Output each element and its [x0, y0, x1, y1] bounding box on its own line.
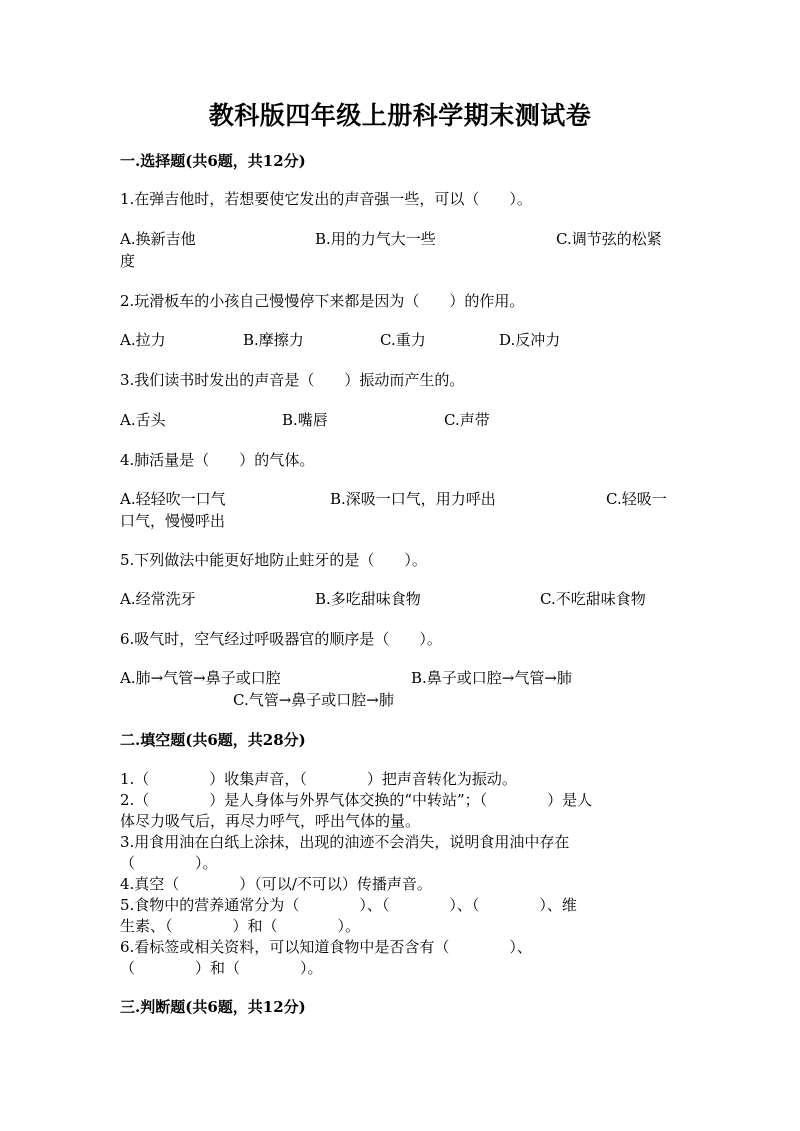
section-1-heading: 一.选择题(共6题，共12分)	[120, 152, 306, 170]
question-3: 3.我们读书时发出的声音是（ ）振动而产生的。	[120, 371, 465, 389]
q4-option-a: A.轻轻吹一口气	[120, 490, 226, 508]
q1-option-c-wrap: 度	[120, 252, 136, 270]
q2-option-c: C.重力	[380, 331, 426, 349]
q6-option-b: B.鼻子或口腔→气管→肺	[411, 669, 572, 687]
question-6: 6.吸气时，空气经过呼吸器官的顺序是（ ）。	[120, 630, 442, 648]
fill-line-9: 6.看标签或相关资料，可以知道食物中是否含有（ ）、	[120, 938, 532, 956]
q1-option-c: C.调节弦的松紧	[556, 230, 662, 248]
fill-line-6: 4.真空（ ）（可以/不可以）传播声音。	[120, 875, 432, 893]
q3-option-b: B.嘴唇	[282, 411, 328, 429]
page-title: 教科版四年级上册科学期末测试卷	[208, 101, 592, 130]
q5-option-c: C.不吃甜味食物	[540, 590, 646, 608]
question-5: 5.下列做法中能更好地防止蛀牙的是（ ）。	[120, 551, 427, 569]
question-1: 1.在弹吉他时，若想要使它发出的声音强一些，可以（ ）。	[120, 190, 532, 208]
section-3-heading: 三.判断题(共6题，共12分)	[120, 998, 306, 1016]
fill-line-2: 2.（ ）是人身体与外界气体交换的“中转站”；（ ）是人	[120, 791, 593, 809]
section-2-heading: 二.填空题(共6题，共28分)	[120, 731, 306, 749]
fill-line-3: 体尽力吸气后，再尽力呼气，呼出气体的量。	[120, 812, 421, 830]
fill-line-1: 1.（ ）收集声音，（ ）把声音转化为振动。	[120, 770, 517, 788]
q2-option-a: A.拉力	[120, 331, 166, 349]
q4-option-c: C.轻吸一	[606, 490, 667, 508]
q3-option-c: C.声带	[444, 411, 490, 429]
q4-option-c-wrap: 口气，慢慢呼出	[120, 512, 226, 530]
q6-option-a: A.肺→气管→鼻子或口腔	[120, 669, 281, 687]
fill-line-8: 生素、（ ）和（ ）。	[120, 917, 361, 935]
q5-option-b: B.多吃甜味食物	[315, 590, 421, 608]
q4-option-b: B.深吸一口气，用力呼出	[330, 490, 496, 508]
q3-option-a: A.舌头	[120, 411, 166, 429]
q2-option-b: B.摩擦力	[243, 331, 304, 349]
q1-option-b: B.用的力气大一些	[315, 230, 436, 248]
q6-option-c: C.气管→鼻子或口腔→肺	[233, 691, 394, 709]
q5-option-a: A.经常洗牙	[120, 590, 196, 608]
fill-line-5: （ ）。	[120, 854, 218, 872]
fill-line-10: （ ）和（ ）。	[120, 959, 323, 977]
question-4: 4.肺活量是（ ）的气体。	[120, 451, 315, 469]
q2-option-d: D.反冲力	[499, 331, 561, 349]
q1-option-a: A.换新吉他	[120, 230, 196, 248]
question-2: 2.玩滑板车的小孩自己慢慢停下来都是因为（ ）的作用。	[120, 292, 525, 310]
fill-line-4: 3.用食用油在白纸上涂抹，出现的油迹不会消失，说明食用油中存在	[120, 833, 570, 851]
fill-line-7: 5.食物中的营养通常分为（ ）、（ ）、（ ）、维	[120, 896, 577, 914]
